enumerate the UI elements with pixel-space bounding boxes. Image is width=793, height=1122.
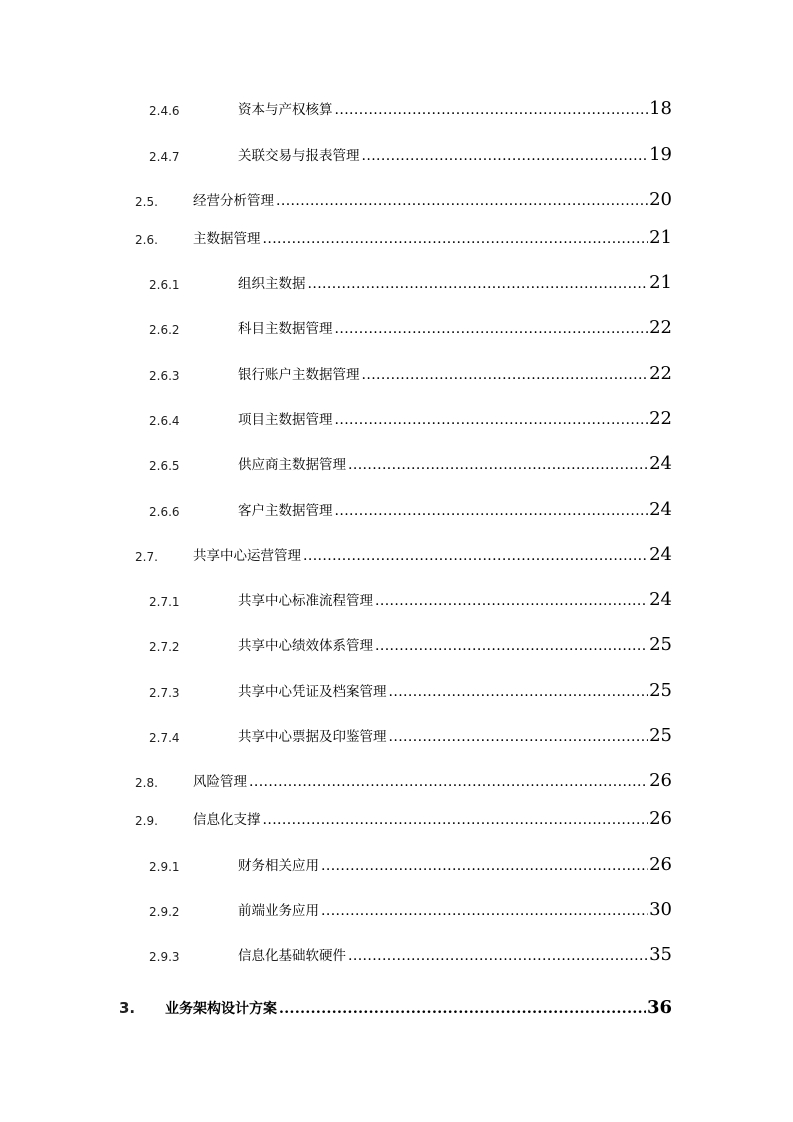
- dot-leader: [249, 774, 648, 790]
- toc-entry-number: 2.6.3: [149, 369, 180, 383]
- toc-entry-page: 18: [649, 98, 672, 119]
- toc-entry-page: 26: [649, 770, 672, 791]
- toc-entry-number: 2.9.: [135, 814, 158, 828]
- dot-leader: [362, 148, 649, 164]
- toc-entry-number: 2.6.: [135, 233, 158, 247]
- toc-entry[interactable]: [0, 678, 793, 704]
- toc-entry-title: 科目主数据管理: [238, 321, 333, 337]
- toc-entry[interactable]: [0, 451, 793, 477]
- toc-entry[interactable]: [0, 96, 793, 122]
- toc-entry-number: 2.4.6: [149, 104, 180, 118]
- toc-entry-line: [238, 680, 672, 701]
- toc-entry-title: 银行账户主数据管理: [238, 367, 360, 383]
- toc-entry-number: 2.7.1: [149, 595, 180, 609]
- toc-entry-number: 2.4.7: [149, 150, 180, 164]
- toc-entry-number: 2.7.4: [149, 731, 180, 745]
- toc-entry-page: 21: [649, 272, 672, 293]
- toc-entry-line: [193, 770, 672, 791]
- toc-entry[interactable]: [0, 315, 793, 341]
- toc-entry-line: [193, 189, 672, 210]
- toc-entry-line: [238, 499, 672, 520]
- toc-entry-line: [238, 944, 672, 965]
- dot-leader: [335, 503, 649, 519]
- toc-entry-title: 共享中心标准流程管理: [238, 593, 373, 609]
- toc-entry[interactable]: [0, 361, 793, 387]
- dot-leader: [389, 729, 649, 745]
- toc-entry-line: [238, 363, 672, 384]
- toc-entry[interactable]: [0, 768, 793, 794]
- toc-entry[interactable]: [0, 406, 793, 432]
- dot-leader: [263, 231, 649, 247]
- toc-entry-line: [238, 272, 672, 293]
- toc-entry-title: 信息化基础软硬件: [238, 948, 346, 964]
- toc-entry[interactable]: [0, 995, 793, 1021]
- toc-entry-page: 24: [649, 499, 672, 520]
- toc-entry-title: 共享中心票据及印鉴管理: [238, 729, 387, 745]
- toc-entry-page: 26: [649, 808, 672, 829]
- toc-entry-page: 21: [649, 227, 672, 248]
- toc-entry[interactable]: [0, 497, 793, 523]
- dot-leader: [263, 812, 649, 828]
- toc-entry-page: 24: [649, 544, 672, 565]
- dot-leader: [303, 548, 648, 564]
- toc-entry-page: 24: [649, 589, 672, 610]
- toc-entry-number: 3.: [119, 999, 136, 1017]
- toc-entry-page: 20: [649, 189, 672, 210]
- toc-entry-number: 2.6.2: [149, 323, 180, 337]
- toc-entry-number: 2.9.1: [149, 860, 180, 874]
- toc-entry-title: 经营分析管理: [193, 193, 274, 209]
- toc-entry-title: 关联交易与报表管理: [238, 148, 360, 164]
- dot-leader: [321, 903, 648, 919]
- toc-entry-page: 19: [649, 144, 672, 165]
- toc-entry[interactable]: [0, 806, 793, 832]
- toc-entry-line: [238, 899, 672, 920]
- dot-leader: [362, 367, 649, 383]
- toc-entry-line: [238, 634, 672, 655]
- dot-leader: [335, 321, 649, 337]
- dot-leader: [308, 276, 649, 292]
- toc-entry-number: 2.6.4: [149, 414, 180, 428]
- toc-entry-number: 2.9.3: [149, 950, 180, 964]
- toc-entry-page: 24: [649, 453, 672, 474]
- toc-entry[interactable]: [0, 942, 793, 968]
- toc-entry-line: [238, 725, 672, 746]
- toc-entry-page: 25: [649, 634, 672, 655]
- toc-entry-title: 共享中心运营管理: [193, 548, 301, 564]
- toc-entry-page: 22: [649, 408, 672, 429]
- toc-entry-title: 财务相关应用: [238, 858, 319, 874]
- toc-entry-page: 25: [649, 680, 672, 701]
- toc-entry-line: [238, 144, 672, 165]
- toc-entry-number: 2.6.5: [149, 459, 180, 473]
- dot-leader: [375, 593, 648, 609]
- toc-entry-line: [165, 997, 672, 1018]
- toc-entry-title: 项目主数据管理: [238, 412, 333, 428]
- toc-entry-title: 主数据管理: [193, 231, 261, 247]
- toc-entry[interactable]: [0, 723, 793, 749]
- toc-entry-title: 信息化支撑: [193, 812, 261, 828]
- toc-entry-title: 业务架构设计方案: [165, 1001, 277, 1017]
- toc-entry-page: 35: [649, 944, 672, 965]
- dot-leader: [389, 684, 649, 700]
- toc-entry-page: 36: [646, 997, 672, 1018]
- toc-entry-title: 供应商主数据管理: [238, 457, 346, 473]
- toc-entry-line: [193, 544, 672, 565]
- toc-entry[interactable]: [0, 225, 793, 251]
- toc-entry-title: 共享中心绩效体系管理: [238, 638, 373, 654]
- toc-entry-title: 共享中心凭证及档案管理: [238, 684, 387, 700]
- dot-leader: [321, 858, 648, 874]
- toc-entry-page: 22: [649, 317, 672, 338]
- toc-entry-title: 资本与产权核算: [238, 102, 333, 118]
- toc-entry-number: 2.6.6: [149, 505, 180, 519]
- toc-entry-page: 22: [649, 363, 672, 384]
- toc-entry[interactable]: [0, 270, 793, 296]
- toc-entry-line: [238, 317, 672, 338]
- toc-entry-line: [238, 453, 672, 474]
- dot-leader: [375, 638, 648, 654]
- toc-entry-page: 30: [649, 899, 672, 920]
- toc-entry-line: [238, 589, 672, 610]
- toc-entry-number: 2.8.: [135, 776, 158, 790]
- toc-entry-number: 2.7.2: [149, 640, 180, 654]
- dot-leader: [348, 948, 648, 964]
- toc-entry-number: 2.5.: [135, 195, 158, 209]
- toc-entry-title: 风险管理: [193, 774, 247, 790]
- toc-entry-number: 2.7.3: [149, 686, 180, 700]
- dot-leader: [335, 102, 649, 118]
- toc-entry[interactable]: [0, 142, 793, 168]
- toc-entry-line: [193, 227, 672, 248]
- dot-leader: [279, 1001, 646, 1017]
- toc-entry-line: [238, 854, 672, 875]
- toc-entry[interactable]: [0, 587, 793, 613]
- dot-leader: [276, 193, 648, 209]
- toc-entry-number: 2.7.: [135, 550, 158, 564]
- dot-leader: [348, 457, 648, 473]
- toc-entry[interactable]: [0, 187, 793, 213]
- toc-entry-title: 客户主数据管理: [238, 503, 333, 519]
- toc-entry[interactable]: [0, 632, 793, 658]
- toc-entry-page: 25: [649, 725, 672, 746]
- toc-entry-number: 2.9.2: [149, 905, 180, 919]
- toc-entry-line: [193, 808, 672, 829]
- toc-entry-page: 26: [649, 854, 672, 875]
- toc-entry-line: [238, 408, 672, 429]
- toc-entry[interactable]: [0, 542, 793, 568]
- toc-entry-line: [238, 98, 672, 119]
- toc-entry[interactable]: [0, 852, 793, 878]
- dot-leader: [335, 412, 649, 428]
- toc-entry-title: 前端业务应用: [238, 903, 319, 919]
- toc-entry[interactable]: [0, 897, 793, 923]
- toc-entry-number: 2.6.1: [149, 278, 180, 292]
- toc-entry-title: 组织主数据: [238, 276, 306, 292]
